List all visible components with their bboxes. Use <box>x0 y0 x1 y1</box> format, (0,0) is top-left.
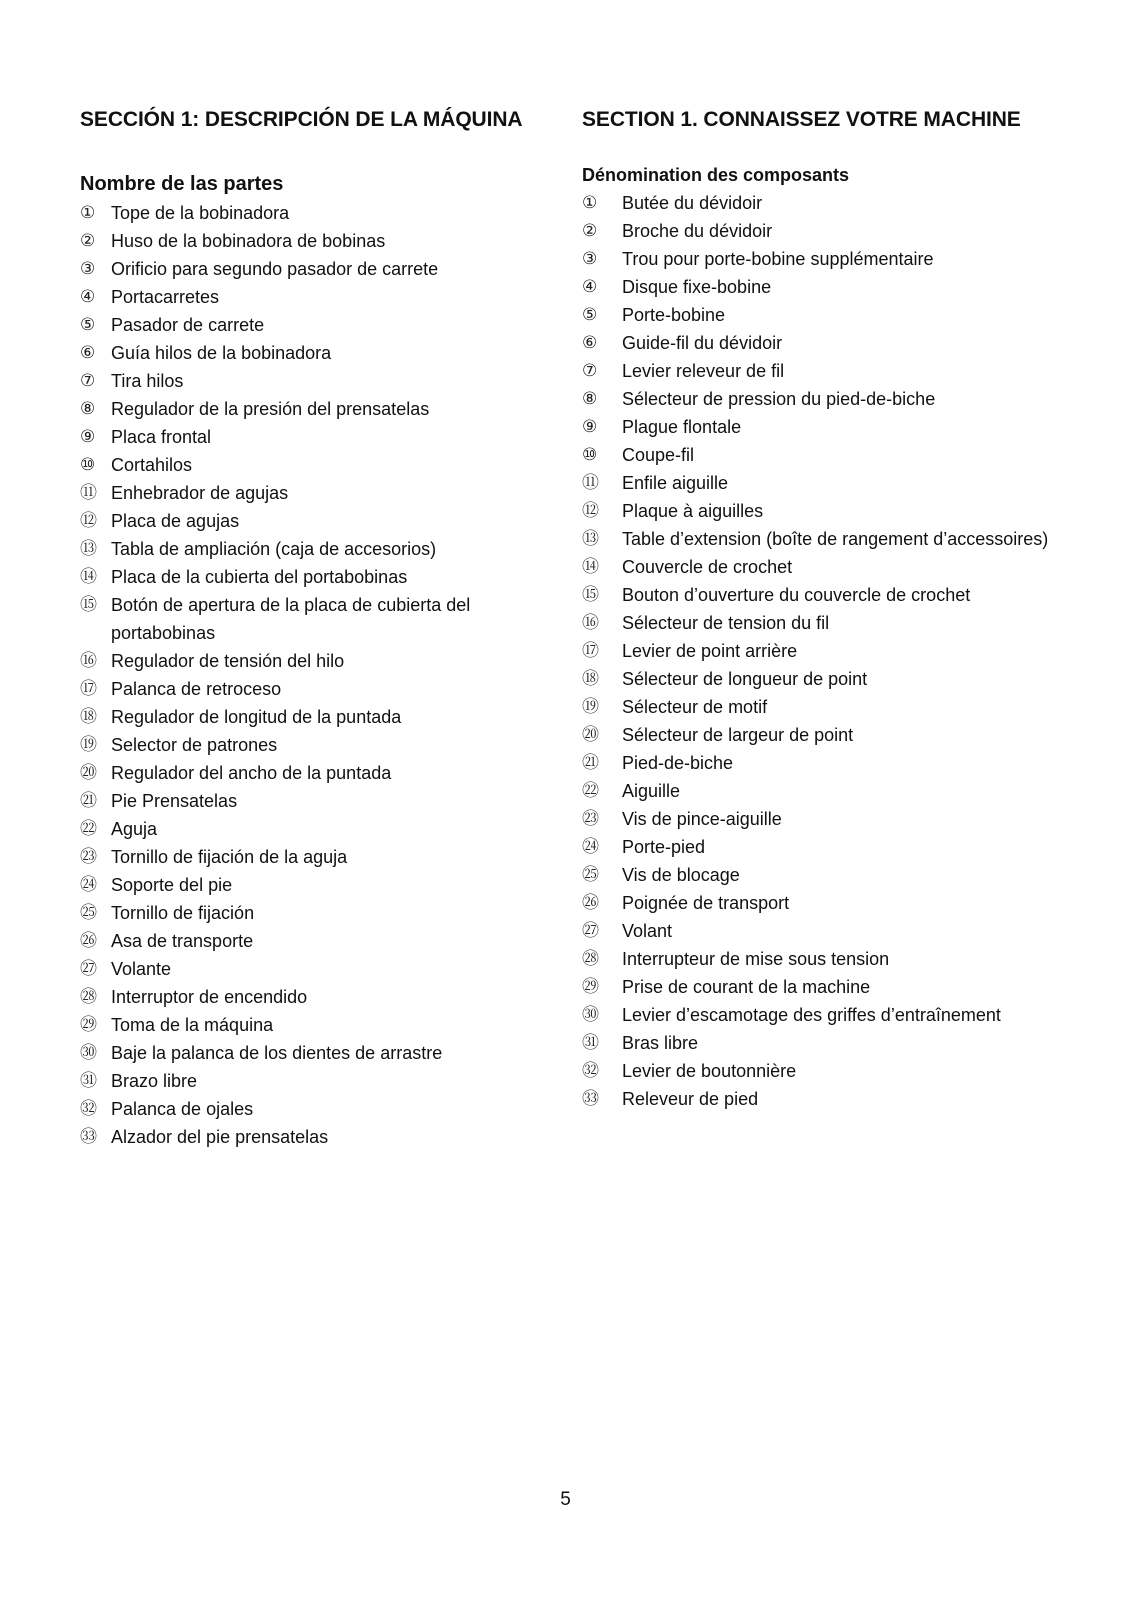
list-item <box>80 675 540 703</box>
item-label: Cortahilos <box>111 455 193 475</box>
list-item <box>582 917 1052 945</box>
item-number: ㉑ <box>582 753 599 773</box>
item-label: Orificio para segundo pasador de carrete <box>111 259 439 279</box>
item-number: ⑩ <box>582 445 598 465</box>
item-label: Huso de la bobinadora de bobinas <box>111 231 386 251</box>
list-item <box>582 273 1052 301</box>
list-item <box>80 815 540 843</box>
item-label: Table d’extension (boîte de rangement d’accessoires) <box>622 529 1049 549</box>
list-item <box>582 1085 1052 1113</box>
list-item <box>582 1001 1052 1029</box>
item-label: Alzador del pie prensatelas <box>111 1127 329 1147</box>
item-number: ⑰ <box>582 641 599 661</box>
list-item <box>582 217 1052 245</box>
item-label: Releveur de pied <box>622 1089 759 1109</box>
list-item <box>582 861 1052 889</box>
list-item <box>80 647 540 675</box>
item-number: ⑯ <box>80 651 97 671</box>
list-item <box>582 553 1052 581</box>
item-number: ⑮ <box>582 585 599 605</box>
item-label: Interruptor de encendido <box>111 987 308 1007</box>
items-list-spanish <box>80 199 540 1151</box>
list-item <box>80 479 540 507</box>
list-item <box>80 451 540 479</box>
item-number: ⑬ <box>80 539 97 559</box>
item-label: Volant <box>622 921 673 941</box>
item-label: Prise de courant de la machine <box>622 977 871 997</box>
list-item <box>582 693 1052 721</box>
item-label: Sélecteur de longueur de point <box>622 669 868 689</box>
item-label: Bras libre <box>622 1033 699 1053</box>
list-item <box>80 367 540 395</box>
list-item <box>582 357 1052 385</box>
list-item <box>582 665 1052 693</box>
item-label: Enhebrador de agujas <box>111 483 289 503</box>
item-number: ⑱ <box>582 669 599 689</box>
list-item <box>80 199 540 227</box>
item-number: ⑰ <box>80 679 97 699</box>
list-item <box>80 1095 540 1123</box>
item-number: ㉚ <box>80 1043 97 1063</box>
item-label: Brazo libre <box>111 1071 198 1091</box>
item-label: Toma de la máquina <box>111 1015 274 1035</box>
item-number: ㉕ <box>80 903 97 923</box>
items-list-french <box>582 189 1052 1113</box>
list-item <box>80 1039 540 1067</box>
parts-list-spanish <box>80 171 540 1151</box>
item-number: ⑱ <box>80 707 97 727</box>
list-item <box>80 227 540 255</box>
list-item <box>80 255 540 283</box>
item-number: ㉕ <box>582 865 599 885</box>
item-label: Pied-de-biche <box>622 753 734 773</box>
item-label: Bouton d’ouverture du couvercle de crochet <box>622 585 971 605</box>
section-title-french: SECTION 1. CONNAISSEZ VOTRE MACHINE <box>582 108 1021 131</box>
list-item <box>582 805 1052 833</box>
list-item <box>80 535 540 563</box>
list-item <box>582 301 1052 329</box>
item-number: ⑫ <box>80 511 97 531</box>
item-number: ㉜ <box>80 1099 97 1119</box>
item-number: ㉒ <box>582 781 599 801</box>
item-label: Soporte del pie <box>111 875 233 895</box>
item-label: Couvercle de crochet <box>622 557 793 577</box>
item-number: ㉙ <box>582 977 599 997</box>
item-number: ㉑ <box>80 791 97 811</box>
item-number: ㉖ <box>80 931 97 951</box>
item-number: ㉒ <box>80 819 97 839</box>
item-number: ㉔ <box>582 837 599 857</box>
item-number: ① <box>582 193 598 213</box>
item-number: ① <box>80 203 96 223</box>
item-number: ③ <box>80 259 96 279</box>
item-label: Regulador de la presión del prensatelas <box>111 399 430 419</box>
item-label: Placa de agujas <box>111 511 240 531</box>
list-item <box>582 525 1052 553</box>
item-number: ③ <box>582 249 598 269</box>
list-item <box>80 311 540 339</box>
item-number: ㉝ <box>80 1127 97 1147</box>
list-item <box>80 283 540 311</box>
item-label: Selector de patrones <box>111 735 278 755</box>
item-number: ⑨ <box>80 427 96 447</box>
list-item <box>582 245 1052 273</box>
item-label: Tope de la bobinadora <box>111 203 290 223</box>
item-label: Volante <box>111 959 172 979</box>
list-item <box>582 889 1052 917</box>
list-item <box>80 759 540 787</box>
item-number: ⑥ <box>582 333 598 353</box>
list-item <box>80 395 540 423</box>
item-number: ⑦ <box>80 371 96 391</box>
item-number: ⑧ <box>80 399 96 419</box>
item-label: Tornillo de fijación de la aguja <box>111 847 348 867</box>
item-number: ⑯ <box>582 613 599 633</box>
item-label: Botón de apertura de la placa de cubierta del portabobinas <box>111 595 471 643</box>
item-number: ㉙ <box>80 1015 97 1035</box>
item-number: ⑳ <box>80 763 97 783</box>
item-number: ㉘ <box>80 987 97 1007</box>
item-label: Levier releveur de fil <box>622 361 785 381</box>
list-item <box>582 833 1052 861</box>
list-item <box>80 899 540 927</box>
list-item <box>582 721 1052 749</box>
item-label: Sélecteur de motif <box>622 697 768 717</box>
item-label: Tira hilos <box>111 371 184 391</box>
item-label: Aiguille <box>622 781 681 801</box>
item-label: Pasador de carrete <box>111 315 265 335</box>
item-label: Trou pour porte-bobine supplémentaire <box>622 249 934 269</box>
item-label: Placa de la cubierta del portabobinas <box>111 567 408 587</box>
item-number: ⑧ <box>582 389 598 409</box>
item-number: ㉓ <box>582 809 599 829</box>
list-item <box>80 955 540 983</box>
item-number: ⑤ <box>80 315 96 335</box>
item-label: Guide-fil du dévidoir <box>622 333 783 353</box>
item-number: ⑲ <box>582 697 599 717</box>
item-number: ㉝ <box>582 1089 599 1109</box>
item-number: ㉗ <box>80 959 97 979</box>
item-number: ⑪ <box>582 473 599 493</box>
item-label: Pie Prensatelas <box>111 791 238 811</box>
item-number: ㉘ <box>582 949 599 969</box>
list-item <box>582 413 1052 441</box>
item-label: Interrupteur de mise sous tension <box>622 949 890 969</box>
item-label: Disque fixe-bobine <box>622 277 772 297</box>
list-item <box>80 423 540 451</box>
item-number: ⑫ <box>582 501 599 521</box>
list-item <box>582 945 1052 973</box>
item-label: Palanca de retroceso <box>111 679 282 699</box>
list-item <box>80 1123 540 1151</box>
item-number: ⑭ <box>582 557 599 577</box>
list-item <box>582 749 1052 777</box>
item-number: ⑥ <box>80 343 96 363</box>
item-label: Vis de pince-aiguille <box>622 809 782 829</box>
item-label: Aguja <box>111 819 158 839</box>
list-item <box>80 703 540 731</box>
list-item <box>80 339 540 367</box>
list-item <box>582 497 1052 525</box>
item-label: Palanca de ojales <box>111 1099 254 1119</box>
item-number: ㉗ <box>582 921 599 941</box>
item-label: Poignée de transport <box>622 893 790 913</box>
item-number: ④ <box>80 287 96 307</box>
item-number: ⑪ <box>80 483 97 503</box>
list-item <box>582 469 1052 497</box>
list-item <box>80 591 540 647</box>
list-item <box>80 507 540 535</box>
item-label: Butée du dévidoir <box>622 193 763 213</box>
item-label: Porte-bobine <box>622 305 726 325</box>
item-label: Tabla de ampliación (caja de accesorios) <box>111 539 437 559</box>
item-number: ⑤ <box>582 305 598 325</box>
list-item <box>582 385 1052 413</box>
item-number: ㉚ <box>582 1005 599 1025</box>
item-label: Coupe-fil <box>622 445 695 465</box>
item-number: ㉓ <box>80 847 97 867</box>
item-number: ㉖ <box>582 893 599 913</box>
list-item <box>80 1067 540 1095</box>
list-item <box>582 329 1052 357</box>
item-label: Regulador del ancho de la puntada <box>111 763 392 783</box>
item-label: Vis de blocage <box>622 865 740 885</box>
list-item <box>80 843 540 871</box>
item-number: ㉜ <box>582 1061 599 1081</box>
item-label: Placa frontal <box>111 427 212 447</box>
item-label: Sélecteur de largeur de point <box>622 725 854 745</box>
item-label: Tornillo de fijación <box>111 903 255 923</box>
item-number: ㉛ <box>80 1071 97 1091</box>
subtitle-french: Dénomination des composants <box>582 165 850 185</box>
item-number: ⑨ <box>582 417 598 437</box>
item-label: Guía hilos de la bobinadora <box>111 343 332 363</box>
list-item <box>582 777 1052 805</box>
subtitle-spanish: Nombre de las partes <box>80 173 284 195</box>
item-label: Asa de transporte <box>111 931 254 951</box>
item-number: ⑦ <box>582 361 598 381</box>
list-item <box>582 1029 1052 1057</box>
item-number: ⑬ <box>582 529 599 549</box>
item-label: Sélecteur de pression du pied-de-biche <box>622 389 936 409</box>
item-label: Levier de point arrière <box>622 641 798 661</box>
list-item <box>80 563 540 591</box>
item-label: Enfile aiguille <box>622 473 729 493</box>
parts-list-french <box>582 163 1052 1113</box>
item-label: Regulador de tensión del hilo <box>111 651 345 671</box>
item-number: ⑩ <box>80 455 96 475</box>
list-item <box>582 1057 1052 1085</box>
item-label: Regulador de longitud de la puntada <box>111 707 402 727</box>
item-number: ⑲ <box>80 735 97 755</box>
item-number: ② <box>582 221 598 241</box>
list-item <box>80 1011 540 1039</box>
item-number: ⑭ <box>80 567 97 587</box>
section-title-spanish: SECCIÓN 1: DESCRIPCIÓN DE LA MÁQUINA <box>80 108 523 131</box>
list-item <box>80 787 540 815</box>
list-item <box>80 983 540 1011</box>
item-label: Porte-pied <box>622 837 706 857</box>
list-item <box>582 973 1052 1001</box>
list-item <box>80 731 540 759</box>
item-number: ㉛ <box>582 1033 599 1053</box>
item-number: ⑮ <box>80 595 97 615</box>
item-number: ④ <box>582 277 598 297</box>
item-label: Levier d’escamotage des griffes d’entraînement <box>622 1005 1001 1025</box>
item-label: Baje la palanca de los dientes de arrastre <box>111 1043 443 1063</box>
item-label: Portacarretes <box>111 287 220 307</box>
item-label: Plaque à aiguilles <box>622 501 764 521</box>
item-label: Levier de boutonnière <box>622 1061 797 1081</box>
list-item <box>80 871 540 899</box>
item-label: Broche du dévidoir <box>622 221 773 241</box>
list-item <box>582 609 1052 637</box>
item-label: Sélecteur de tension du fil <box>622 613 830 633</box>
page-number: 5 <box>560 1489 571 1510</box>
item-number: ② <box>80 231 96 251</box>
list-item <box>582 441 1052 469</box>
item-number: ⑳ <box>582 725 599 745</box>
item-number: ㉔ <box>80 875 97 895</box>
list-item <box>582 581 1052 609</box>
list-item <box>582 637 1052 665</box>
item-label: Plague flontale <box>622 417 742 437</box>
list-item <box>80 927 540 955</box>
list-item <box>582 189 1052 217</box>
